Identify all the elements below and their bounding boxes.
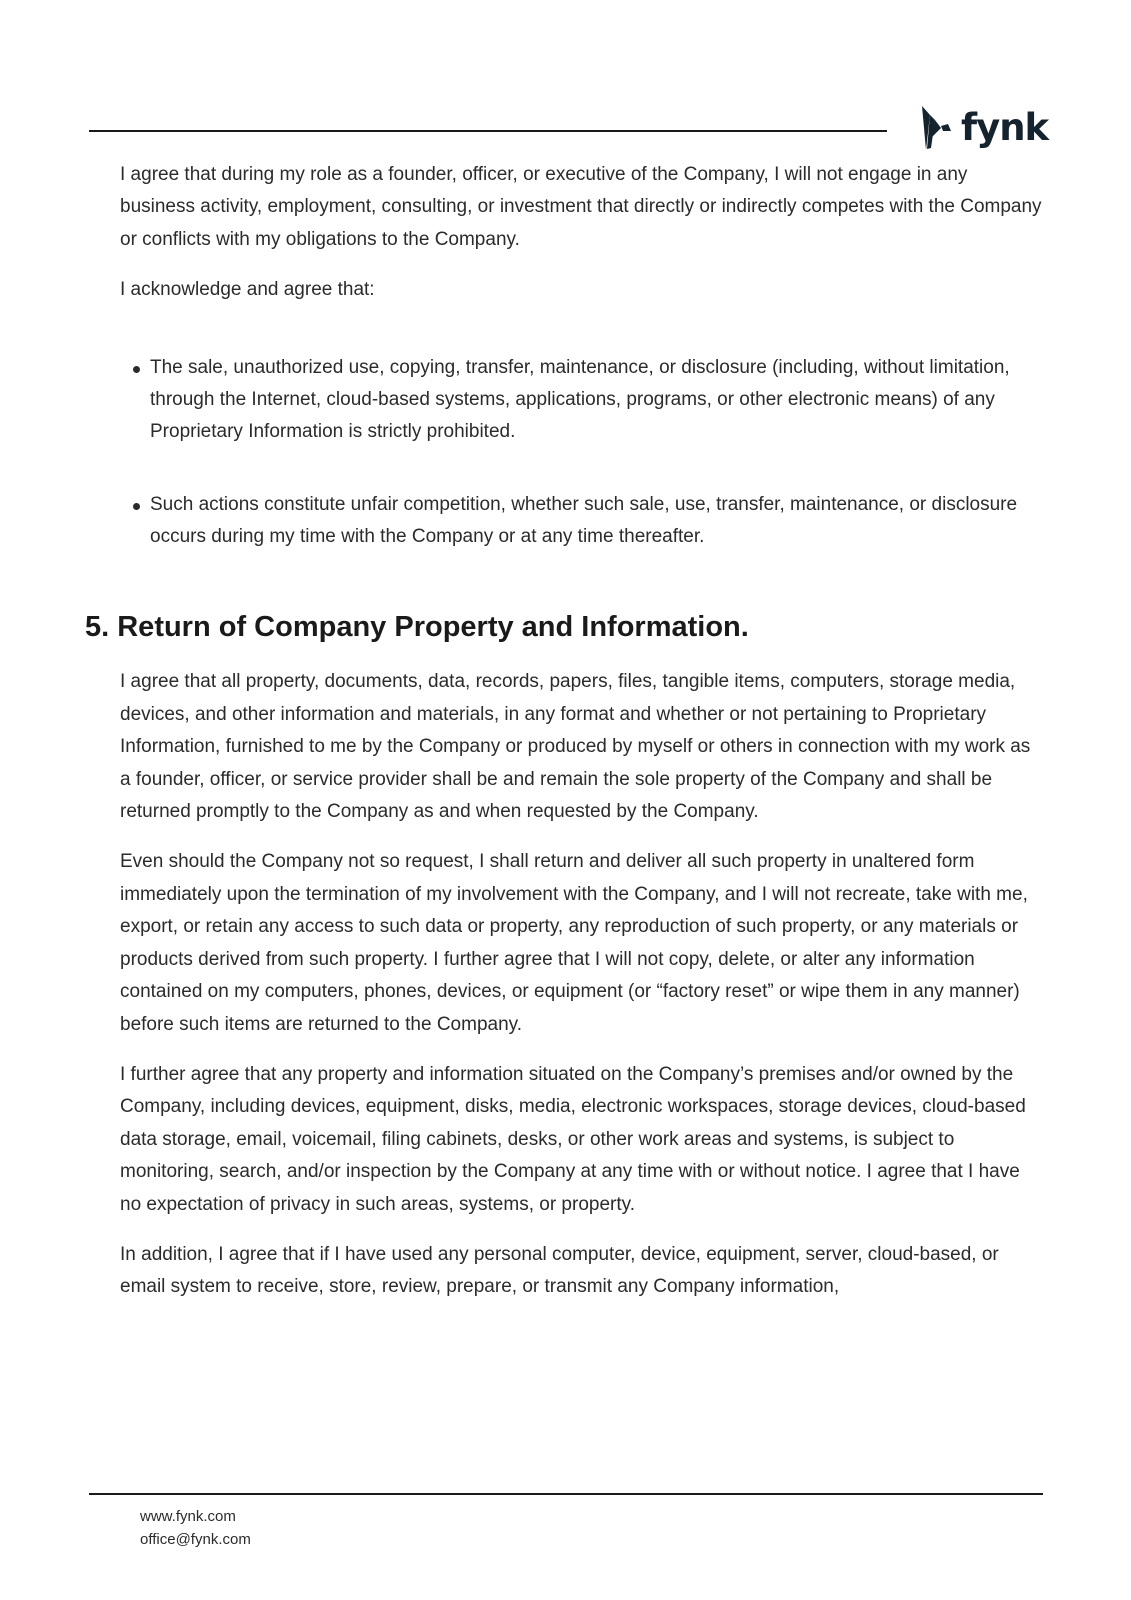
list-item: Such actions constitute unfair competition, whether such sale, use, transfer, maintenance, or disclosure occurs during my time with the Company or at any time thereafter.	[120, 489, 1045, 554]
footer-rule	[89, 1493, 1043, 1495]
document-body	[85, 159, 1045, 1322]
paragraph-personal-devices: In addition, I agree that if I have used any personal computer, device, equipment, server, cloud-based, or email system to receive, store, review, prepare, or transmit any Company information,	[120, 1243, 999, 1298]
footer-email: office@fynk.com	[140, 1531, 251, 1548]
list-item: The sale, unauthorized use, copying, transfer, maintenance, or disclosure (including, without limitation, through the Internet, cloud-based systems, applications, programs, or other electronic means) of any Proprietary Information is strictly prohibited.	[120, 352, 1045, 449]
acknowledgement-list	[120, 352, 1045, 554]
footer-website: www.fynk.com	[140, 1508, 236, 1525]
paragraph-property: I agree that all property, documents, data, records, papers, files, tangible items, computers, storage media, devices, and other information and materials, in any format and whether or not pertaining to Proprietary Information, furnished to me by the Company or produced by myself or others in connection with my work as a founder, officer, or service provider shall be and remain the sole property of the Company and shall be returned promptly to the Company as and when requested by the Company.	[120, 671, 1031, 823]
section-heading: 5. Return of Company Property and Information.	[85, 610, 749, 643]
fynk-logo	[919, 104, 1049, 156]
paragraph-return: Even should the Company not so request, I shall return and deliver all such property in unaltered form immediately upon the termination of my involvement with the Company, and I will not recreate, take with me, export, or retain any access to such data or property, any reproduction of such property, or any materials or products derived from such property. I further agree that I will not copy, delete, or alter any information contained on my computers, phones, devices, or equipment (or “factory reset” or wipe them in any manner) before such items are returned to the Company.	[120, 851, 1028, 1035]
paragraph-noncompete: I agree that during my role as a founder, officer, or executive of the Company, I will not engage in any business activity, employment, consulting, or investment that directly or indirectly competes with the Company or conflicts with my obligations to the Company.	[120, 164, 1042, 250]
footer	[140, 1505, 251, 1551]
paragraph-acknowledge: I acknowledge and agree that:	[120, 279, 375, 301]
fynk-bird-icon	[919, 106, 955, 154]
paragraph-monitoring: I further agree that any property and information situated on the Company’s premises and/or owned by the Company, including devices, equipment, disks, media, electronic workspaces, storage devices, cloud-based data storage, email, voicemail, filing cabinets, desks, or other work areas and systems, is subject to monitoring, search, and/or inspection by the Company at any time with or without notice. I agree that I have no expectation of privacy in such areas, systems, or property.	[120, 1063, 1026, 1215]
logo-wordmark: fynk	[961, 105, 1049, 149]
header-rule	[89, 130, 887, 132]
